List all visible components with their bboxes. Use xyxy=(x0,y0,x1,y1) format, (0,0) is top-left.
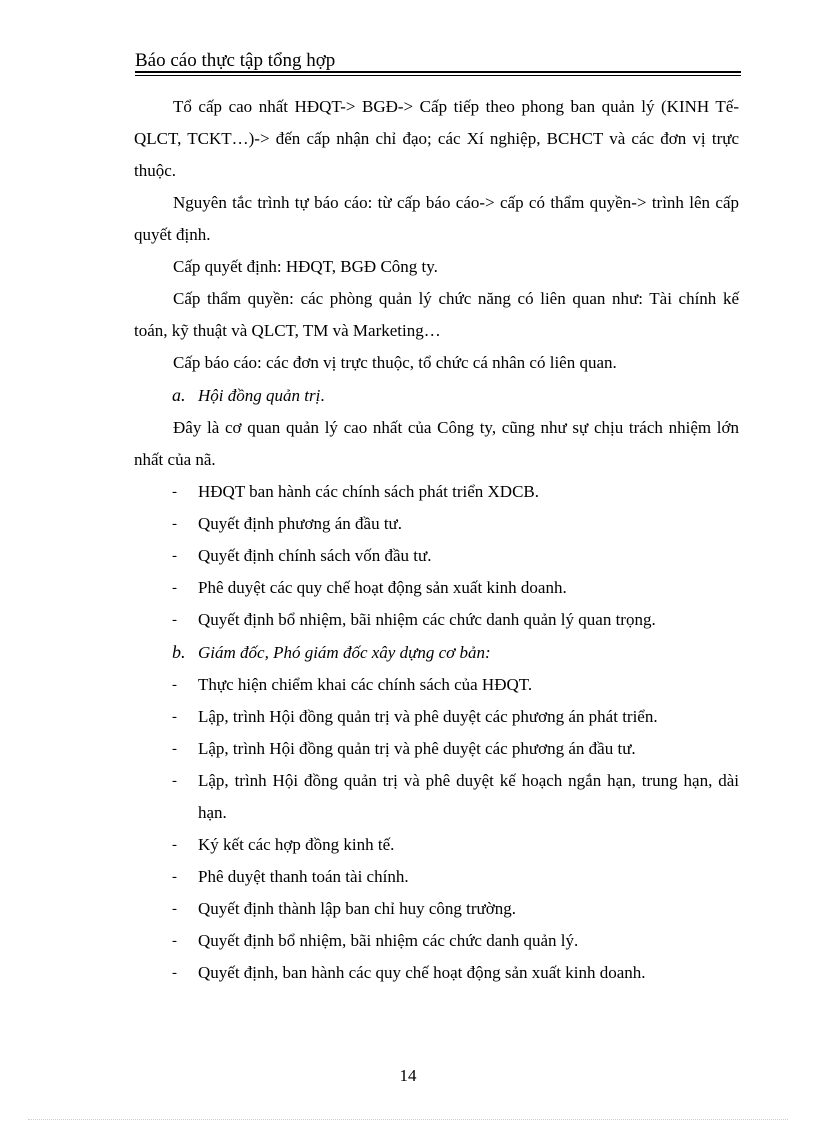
page-bottom-divider xyxy=(28,1119,788,1120)
list-item-text: Lập, trình Hội đồng quản trị và phê duyệt các phương án phát triển. xyxy=(198,707,658,726)
list-item-text: Lập, trình Hội đồng quản trị và phê duyệt các phương án đầu tư. xyxy=(198,739,636,758)
section-b-heading xyxy=(134,636,739,669)
section-b-title: Giám đốc, Phó giám đốc xây dựng cơ bản: xyxy=(198,643,491,662)
list-item-text: Quyết định phương án đầu tư. xyxy=(198,514,402,533)
list-item xyxy=(134,733,739,765)
section-a-title: Hội đồng quản trị xyxy=(198,386,321,405)
list-item xyxy=(134,925,739,957)
header-rule-thick xyxy=(135,71,741,73)
list-item xyxy=(134,701,739,733)
paragraph: Cấp thẩm quyền: các phòng quản lý chức năng có liên quan như: Tài chính kế toán, kỹ thuật và QLCT, TM và Marketing… xyxy=(134,289,739,340)
list-item xyxy=(134,540,739,572)
list-item xyxy=(134,669,739,701)
section-b-list xyxy=(134,669,739,989)
bullet-dash: - xyxy=(172,837,177,853)
list-item-text: Quyết định thành lập ban chỉ huy công trường. xyxy=(198,899,517,918)
list-item-text: Quyết định bổ nhiệm, bãi nhiệm các chức danh quản lý quan trọng. xyxy=(198,610,656,629)
list-item-text: Thực hiện chiểm khai các chính sách của HĐQT. xyxy=(198,675,533,694)
bullet-dash: - xyxy=(172,709,177,725)
bullet-dash: - xyxy=(172,612,177,628)
header-rule-thin xyxy=(135,75,741,76)
list-item-text: Phê duyệt thanh toán tài chính. xyxy=(198,867,409,886)
list-item xyxy=(134,861,739,893)
list-item-text: Quyết định bổ nhiệm, bãi nhiệm các chức danh quản lý. xyxy=(198,931,579,950)
list-item-text: Quyết định, ban hành các quy chế hoạt động sản xuất kinh doanh. xyxy=(198,963,646,982)
bullet-dash: - xyxy=(172,484,177,500)
paragraph: Nguyên tắc trình tự báo cáo: từ cấp báo cáo-> cấp có thẩm quyền-> trình lên cấp quyết định. xyxy=(134,193,739,244)
paragraph: Cấp báo cáo: các đơn vị trực thuộc, tổ chức cá nhân có liên quan. xyxy=(173,353,617,372)
bullet-dash: - xyxy=(172,580,177,596)
list-item xyxy=(134,829,739,861)
list-item-text: HĐQT ban hành các chính sách phát triển XDCB. xyxy=(198,482,540,501)
section-a-list xyxy=(134,476,739,636)
list-item xyxy=(134,572,739,604)
bullet-dash: - xyxy=(172,933,177,949)
paragraph: Tổ cấp cao nhất HĐQT-> BGĐ-> Cấp tiếp theo phong ban quản lý (KINH Tế-QLCT, TCKT…)-> đến cấp nhận chỉ đạo; các Xí nghiệp, BCHCT và các đơn vị trực thuộc. xyxy=(134,97,739,180)
bullet-dash: - xyxy=(172,516,177,532)
list-item xyxy=(134,604,739,636)
bullet-dash: - xyxy=(172,773,177,789)
section-b-marker: b. xyxy=(172,642,186,662)
bullet-dash: - xyxy=(172,869,177,885)
bullet-dash: - xyxy=(172,677,177,693)
section-a-title-period: . xyxy=(320,386,325,405)
list-item-text: Quyết định chính sách vốn đầu tư. xyxy=(198,546,432,565)
list-item xyxy=(134,957,739,989)
paragraph: Cấp quyết định: HĐQT, BGĐ Công ty. xyxy=(173,257,438,276)
bullet-dash: - xyxy=(172,965,177,981)
bullet-dash: - xyxy=(172,741,177,757)
section-a-intro: Đây là cơ quan quản lý cao nhất của Công ty, cũng như sự chịu trách nhiệm lớn nhất của nã. xyxy=(134,418,739,469)
list-item xyxy=(134,893,739,925)
bullet-dash: - xyxy=(172,901,177,917)
list-item-text: Phê duyệt các quy chế hoạt động sản xuất kinh doanh. xyxy=(198,578,567,597)
list-item xyxy=(134,476,739,508)
document-body xyxy=(134,91,739,989)
page-number: 14 xyxy=(399,1066,417,1085)
section-a-heading xyxy=(134,379,739,412)
list-item-text: Lập, trình Hội đồng quản trị và phê duyệt kế hoạch ngắn hạn, trung hạn, dài hạn. xyxy=(198,771,739,822)
list-item xyxy=(134,765,739,829)
list-item-text: Ký kết các hợp đồng kinh tế. xyxy=(198,835,395,854)
bullet-dash: - xyxy=(172,548,177,564)
header-title: Báo cáo thực tập tổng hợp xyxy=(135,50,336,71)
list-item xyxy=(134,508,739,540)
section-a-marker: a. xyxy=(172,385,186,405)
